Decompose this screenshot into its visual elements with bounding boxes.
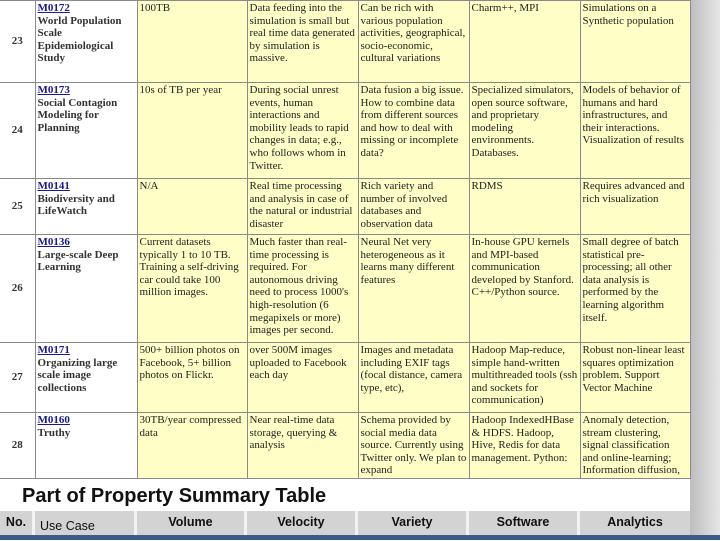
use-case-cell — [35, 179, 137, 235]
use-case-name: Social Contagion Modeling for Planning — [37, 96, 118, 134]
table-row — [0, 343, 690, 413]
volume-cell: 30TB/year compressed data — [137, 413, 247, 479]
table-row — [0, 83, 690, 179]
variety-cell: Data fusion a big issue. How to combine data from different sources and how to deal with missing or incomplete data? — [358, 83, 469, 179]
table-row — [0, 235, 690, 343]
table-row — [0, 413, 690, 479]
software-cell: Hadoop Map-reduce, simple hand-written multithreaded tools (ssh and sockets for communication) — [469, 343, 580, 413]
use-case-cell — [35, 343, 137, 413]
header-velocity: Velocity — [247, 511, 358, 535]
variety-cell: Schema provided by social media data source. Currently using Twitter only. We plan to expand — [358, 413, 469, 479]
footer-bar — [0, 535, 720, 540]
row-number: 24 — [0, 83, 35, 179]
slide-background-edge — [690, 0, 720, 540]
software-cell: Hadoop IndexedHBase & HDFS. Hadoop, Hive, Redis for data management. Python: — [469, 413, 580, 479]
use-case-link[interactable]: M0171 — [37, 344, 70, 356]
use-case-cell — [35, 1, 137, 83]
software-cell: RDMS — [469, 179, 580, 235]
variety-cell: Neural Net very heterogeneous as it learns many different features — [358, 235, 469, 343]
analytics-cell: Robust non-linear least squares optimization problem. Support Vector Machine — [580, 343, 690, 413]
volume-cell: N/A — [137, 179, 247, 235]
use-case-name: Biodiversity and LifeWatch — [37, 192, 115, 218]
slide-title: Part of Property Summary Table — [22, 485, 327, 507]
velocity-cell: over 500M images uploaded to Facebook each day — [247, 343, 358, 413]
row-number: 26 — [0, 235, 35, 343]
row-number: 23 — [0, 1, 35, 83]
volume-cell: 500+ billion photos on Facebook, 5+ billion photos on Flickr. — [137, 343, 247, 413]
table-header — [0, 511, 690, 535]
use-case-cell — [35, 413, 137, 479]
velocity-cell: Real time processing and analysis in case of the natural or industrial disaster — [247, 179, 358, 235]
header-volume: Volume — [137, 511, 247, 535]
variety-cell: Rich variety and number of involved databases and observation data — [358, 179, 469, 235]
analytics-cell: Requires advanced and rich visualization — [580, 179, 690, 235]
use-case-cell — [35, 83, 137, 179]
variety-cell: Can be rich with various population activities, geographical, socio-economic, cultural variations — [358, 1, 469, 83]
header-no: No. — [0, 511, 35, 535]
velocity-cell: Near real-time data storage, querying & analysis — [247, 413, 358, 479]
analytics-cell: Simulations on a Synthetic population — [580, 1, 690, 83]
use-case-link[interactable]: M0172 — [37, 2, 70, 14]
use-case-name: Truthy — [37, 426, 71, 439]
variety-cell: Images and metadata including EXIF tags (focal distance, camera type, etc), — [358, 343, 469, 413]
use-case-link[interactable]: M0173 — [37, 84, 70, 96]
velocity-cell: Much faster than real-time processing is required. For autonomous driving need to process 1000's high-resolution (6 megapixels or more) images per second. — [247, 235, 358, 343]
use-case-name: Large-scale Deep Learning — [37, 248, 119, 274]
software-cell: Specialized simulators, open source software, and proprietary modeling environments. Databases. — [469, 83, 580, 179]
analytics-cell: Small degree of batch statistical pre-processing; all other data analysis is performed by the learning algorithm itself. — [580, 235, 690, 343]
header-analytics: Analytics — [580, 511, 690, 535]
header-variety: Variety — [358, 511, 469, 535]
volume-cell: 100TB — [137, 1, 247, 83]
volume-cell: 10s of TB per year — [137, 83, 247, 179]
table-row — [0, 1, 690, 83]
use-case-cell — [35, 235, 137, 343]
header-use-case: Use Case — [35, 511, 137, 535]
velocity-cell: Data feeding into the simulation is small but real time data generated by simulation is massive. — [247, 1, 358, 83]
software-cell: In-house GPU kernels and MPI-based communication developed by Stanford. C++/Python source. — [469, 235, 580, 343]
use-case-link[interactable]: M0160 — [37, 414, 70, 426]
velocity-cell: During social unrest events, human interactions and mobility leads to rapid changes in data; e.g., who follows whom in Twitter. — [247, 83, 358, 179]
use-case-link[interactable]: M0136 — [37, 236, 70, 248]
row-number: 27 — [0, 343, 35, 413]
software-cell: Charm++, MPI — [469, 1, 580, 83]
table-row — [0, 179, 690, 235]
use-case-link[interactable]: M0141 — [37, 180, 70, 192]
row-number: 25 — [0, 179, 35, 235]
use-case-name: World Population Scale Epidemiological Study — [37, 14, 122, 65]
volume-cell: Current datasets typically 1 to 10 TB. Training a self-driving car could take 100 million images. — [137, 235, 247, 343]
analytics-cell: Anomaly detection, stream clustering, signal classification and online-learning; Information diffusion, — [580, 413, 690, 479]
row-number: 28 — [0, 413, 35, 479]
use-case-name: Organizing large scale image collections — [37, 356, 118, 394]
header-software: Software — [469, 511, 580, 535]
analytics-cell: Models of behavior of humans and hard infrastructures, and their interactions. Visualization of results — [580, 83, 690, 179]
